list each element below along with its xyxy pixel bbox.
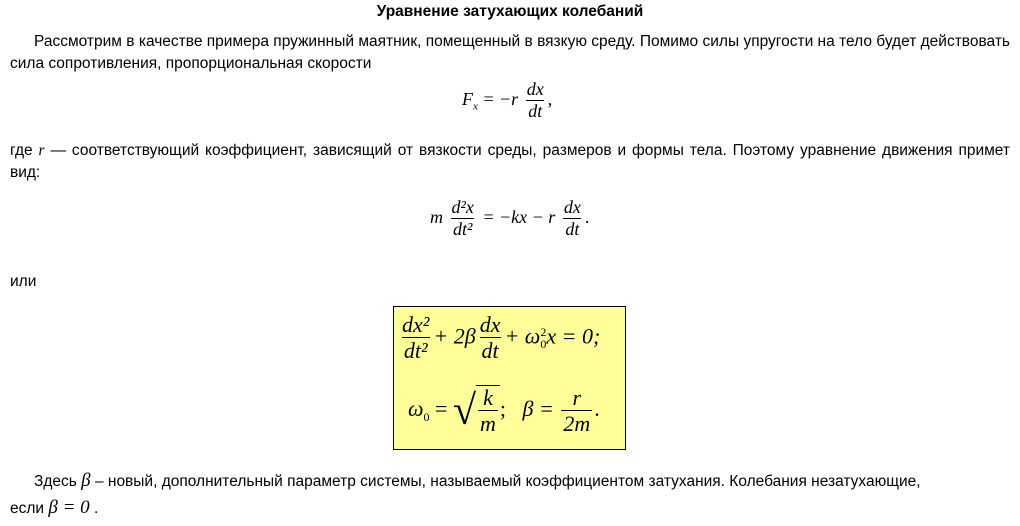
damped-equation-box — [393, 306, 626, 450]
fraction-denominator: 2m — [563, 410, 591, 436]
damping-text: – новый, дополнительный параметр системы, называемый коэффициентом затухания. Колебания незатухающие, — [94, 473, 921, 490]
fraction-denominator: dt — [481, 338, 499, 364]
where-text: где — [10, 142, 33, 159]
omega-subscript: 0 — [540, 337, 547, 352]
or-text: или — [10, 273, 37, 290]
eq2-period: . — [584, 206, 590, 227]
omega-zero-subscript: 0 — [423, 410, 430, 425]
fraction-numerator: dx — [526, 79, 544, 99]
acceleration-fraction — [450, 198, 476, 239]
semicolon: ; — [499, 395, 507, 421]
omega-term: + ω — [504, 323, 541, 349]
sqrt-icon: √ — [452, 387, 477, 434]
fraction-numerator: dx² — [402, 312, 430, 337]
r-symbol: r — [38, 142, 45, 159]
equation-tail: x = 0; — [546, 323, 601, 349]
fraction-numerator: dx — [479, 312, 501, 337]
fraction-denominator: dt² — [403, 338, 428, 364]
fraction-numerator: k — [483, 385, 493, 410]
omega-symbol: ω — [408, 395, 424, 421]
final-period: . — [94, 500, 99, 517]
first-derivative-fraction — [478, 313, 503, 363]
damped-oscillation-equation — [398, 313, 600, 363]
damping-term: + 2β — [433, 323, 476, 349]
fraction-denominator: dt — [565, 218, 580, 239]
here-text: Здесь — [34, 473, 77, 490]
parameter-definitions — [408, 385, 600, 436]
fraction-numerator: r — [572, 384, 582, 410]
line2-period: . — [594, 395, 600, 421]
beta-symbol: β — [81, 470, 91, 491]
velocity-fraction — [562, 198, 583, 239]
r-over-2m-fraction — [561, 386, 592, 436]
k-over-m-fraction — [478, 386, 498, 436]
fraction-denominator: dt — [528, 100, 543, 121]
eq1-comma: , — [547, 88, 553, 109]
force-eq-rhs: = −r — [482, 88, 519, 109]
beta-zero-condition: β = 0 — [48, 497, 90, 518]
motion-eq-middle: = −kx − r — [482, 206, 556, 227]
coefficient-text: — соответствующий коэффициент, зависящий от вязкости среды, размеров и формы тела. Поэтому уравнение движения примет вид: — [10, 142, 1011, 181]
force-symbol: F — [462, 88, 473, 109]
beta-definition: β = — [522, 395, 554, 421]
force-equation — [462, 80, 552, 121]
force-subscript: x — [473, 100, 478, 113]
second-derivative-fraction — [400, 313, 431, 363]
velocity-fraction — [525, 80, 546, 121]
omega-superscript: 2 — [540, 325, 547, 340]
mass-symbol: m — [430, 206, 443, 227]
equals-sign: = — [435, 395, 448, 421]
fraction-denominator: dt² — [452, 218, 473, 239]
if-text: если — [10, 500, 45, 517]
intro-paragraph: Рассмотрим в качестве примера пружинный маятник, помещенный в вязкую среду. Помимо силы упругости на тело будет действовать сила сопротивления, пропорциональная скорости — [10, 33, 1010, 72]
motion-equation — [430, 198, 589, 239]
fraction-denominator: m — [480, 411, 496, 437]
fraction-numerator: dx — [563, 197, 581, 217]
page-title: Уравнение затухающих колебаний — [376, 3, 644, 20]
fraction-numerator: d²x — [451, 197, 474, 217]
damping-paragraph — [10, 468, 1010, 522]
coefficient-paragraph — [10, 140, 1010, 184]
